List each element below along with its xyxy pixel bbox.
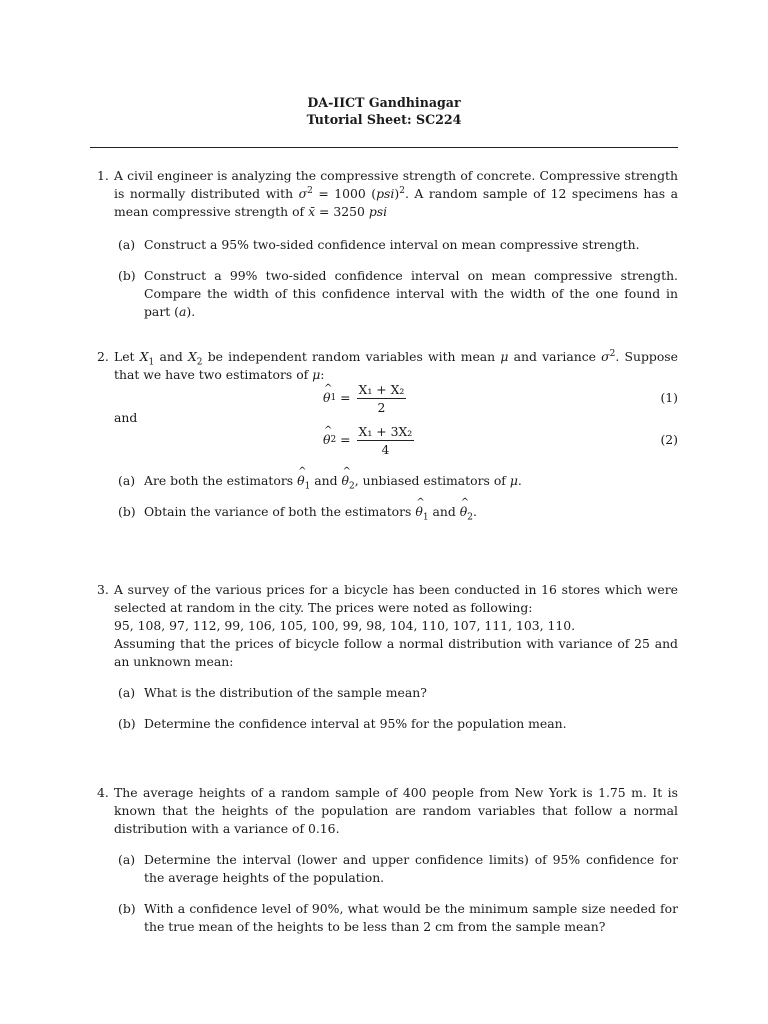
subquestion-a: (a) Construct a 95% two-sided confidence interval on mean compressive strength. xyxy=(118,237,640,252)
sheet-title: Tutorial Sheet: SC224 xyxy=(306,112,462,127)
question-text: A survey of the various prices for a bicycle has been conducted in 16 stores which were selected at random in the city. The prices were noted as following: 95, 108, 97, 112, 99, 106, 105, 100, 99, 98, 104, 110, 107, 111, 103, 110. xyxy=(114,582,678,633)
document-header xyxy=(0,94,768,128)
price-list: 95, 108, 97, 112, 99, 106, 105, 100, 99, 98, 104, 110, 107, 111, 103, 110. xyxy=(114,618,576,633)
subquestion-a: (a) Determine the interval (lower and upper confidence limits) of 95% confidence for the average heights of the population. xyxy=(118,852,678,885)
question-number: 1. xyxy=(97,168,109,183)
question-text: The average heights of a random sample of 400 people from New York is 1.75 m. It is known that the heights of the population are random variables that follow a normal distribution with a variance of 0.16. xyxy=(114,785,678,836)
question-text: A civil engineer is analyzing the compressive strength of concrete. Compressive strength is normally distributed with $\sigma^2 = 1000$ (psi)$^2$. A random sample of 12 specimens has a mean compressive strength of x̄ = 3250 psi xyxy=(114,168,678,219)
question-1 xyxy=(97,167,678,321)
question-number: 2. xyxy=(97,349,109,364)
institution-title: DA-IICT Gandhinagar xyxy=(307,95,461,110)
equation-1: ^ θ 1 = $\frac{\text{X₁ + X₂}}{2}$ (1) xyxy=(97,378,678,418)
question-text-2: Assuming that the prices of bicycle follow a normal distribution with variance of 25 and an unknown mean: xyxy=(114,636,678,669)
question-text: Let $X_1$ and $X_2$ be independent random variables with mean μ and variance $\sigma^2$. Suppose that we have two estimators of μ: xyxy=(114,348,678,382)
question-3 xyxy=(97,581,678,733)
subquestion-b: (b) Determine the confidence interval at 95% for the population mean. xyxy=(118,716,567,731)
subquestion-a: (a) What is the distribution of the sample mean? xyxy=(118,685,427,700)
and-text: and xyxy=(114,410,138,425)
question-number: 4. xyxy=(97,785,109,800)
question-4 xyxy=(97,784,678,936)
header-divider xyxy=(90,147,678,148)
subquestion-b: (b) Construct a 99% two-sided confidence interval on mean compressive strength. Compare the width of this confidence interval with the width of the one found in part (a). xyxy=(118,268,678,319)
subquestion-a: (a) Are both the estimators ^ $\theta_1$ and ^ $\theta_2$, unbiased estimators of μ. xyxy=(118,472,678,490)
question-2 xyxy=(97,348,678,521)
subquestion-b: (b) Obtain the variance of both the estimators ^ $\theta_1$ and ^ $\theta_2$. xyxy=(118,503,678,521)
equation-2: ^ θ 2 = $\frac{\text{X₁ + 3X₂}}{4}$ (2) xyxy=(97,420,678,460)
question-number: 3. xyxy=(97,582,109,597)
subquestion-b: (b) With a confidence level of 90%, what would be the minimum sample size needed for the true mean of the heights to be less than 2 cm from the sample mean? xyxy=(118,901,678,934)
